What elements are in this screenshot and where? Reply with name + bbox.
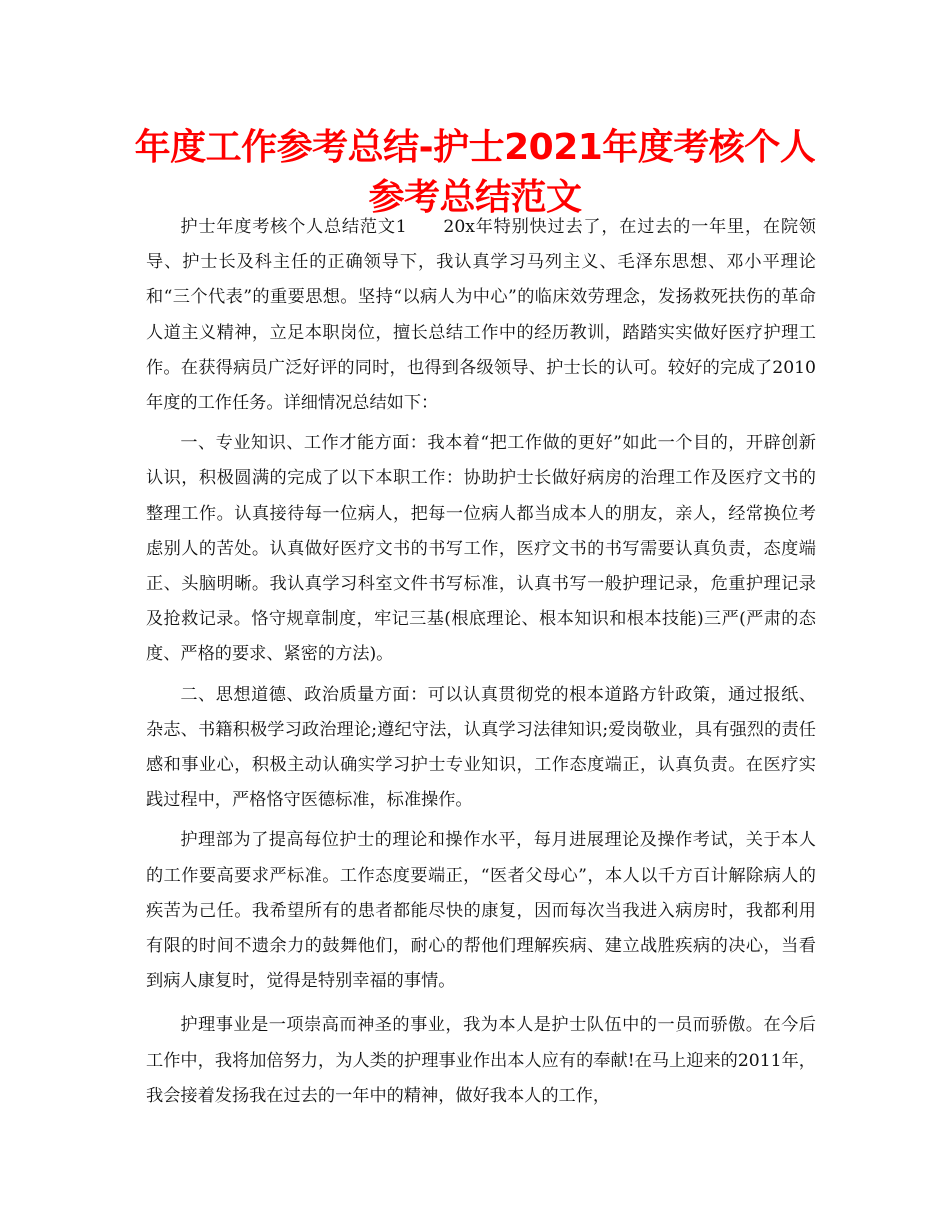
paragraph-intro: 护士年度考核个人总结范文1 20x年特别快过去了，在过去的一年里，在院领导、护士长及科主任的正确领导下，我认真学习马列主义、毛泽东思想、邓小平理论和“三个代表”的重要思想。坚持“以病人为中心”的临床效劳理念，发扬救死扶伤的革命人道主义精神，立足本职岗位，擅长总结工作中的经历教训，踏踏实实做好医疗护理工作。在获得病员广泛好评的同时，也得到各级领导、护士长的认可。较好的完成了2010年度的工作任务。详细情况总结如下： — [146, 217, 816, 414]
document-title: 年度工作参考总结-护士2021年度考核个人参考总结范文 — [134, 127, 816, 218]
paragraph-nursing-department: 护理部为了提高每位护士的理论和操作水平，每月进展理论及操作考试，关于本人的工作要高要求严标准。工作态度要端正，“医者父母心”，本人以千方百计解除病人的疾苦为己任。我希望所有的患者都能尽快的康复，因而每次当我进入病房时，我都利用有限的时间不遗余力的鼓舞他们，耐心的帮他们理解疾病、建立战胜疾病的决心，当看到病人康复时，觉得是特别幸福的事情。 — [146, 830, 816, 992]
document-body — [146, 210, 816, 1114]
paragraph-political-quality: 二、思想道德、政治质量方面：可以认真贯彻党的根本道路方针政策，通过报纸、杂志、书籍积极学习政治理论;遵纪守法，认真学习法律知识;爱岗敬业，具有强烈的责任感和事业心，积极主动认确实学习护士专业知识，工作态度端正，认真负责。在医疗实践过程中，严格恪守医德标准，标准操作。 — [146, 684, 816, 811]
paragraph-nursing-career: 护理事业是一项崇高而神圣的事业，我为本人是护士队伍中的一员而骄傲。在今后工作中，我将加倍努力，为人类的护理事业作出本人应有的奉献!在马上迎来的2011年，我会接着发扬我在过去的一年中的精神，做好我本人的工作， — [146, 1015, 816, 1106]
paragraph-professional-skills: 一、专业知识、工作才能方面：我本着“把工作做的更好”如此一个目的，开辟创新认识，积极圆满的完成了以下本职工作：协助护士长做好病房的治理工作及医疗文书的整理工作。认真接待每一位病人，把每一位病人都当成本人的朋友，亲人，经常换位考虑别人的苦处。认真做好医疗文书的书写工作，医疗文书的书写需要认真负责，态度端正、头脑明晰。我认真学习科室文件书写标准，认真书写一般护理记录，危重护理记录及抢救记录。恪守规章制度，牢记三基(根底理论、根本知识和根本技能)三严(严肃的态度、严格的要求、紧密的方法)。 — [146, 433, 816, 665]
